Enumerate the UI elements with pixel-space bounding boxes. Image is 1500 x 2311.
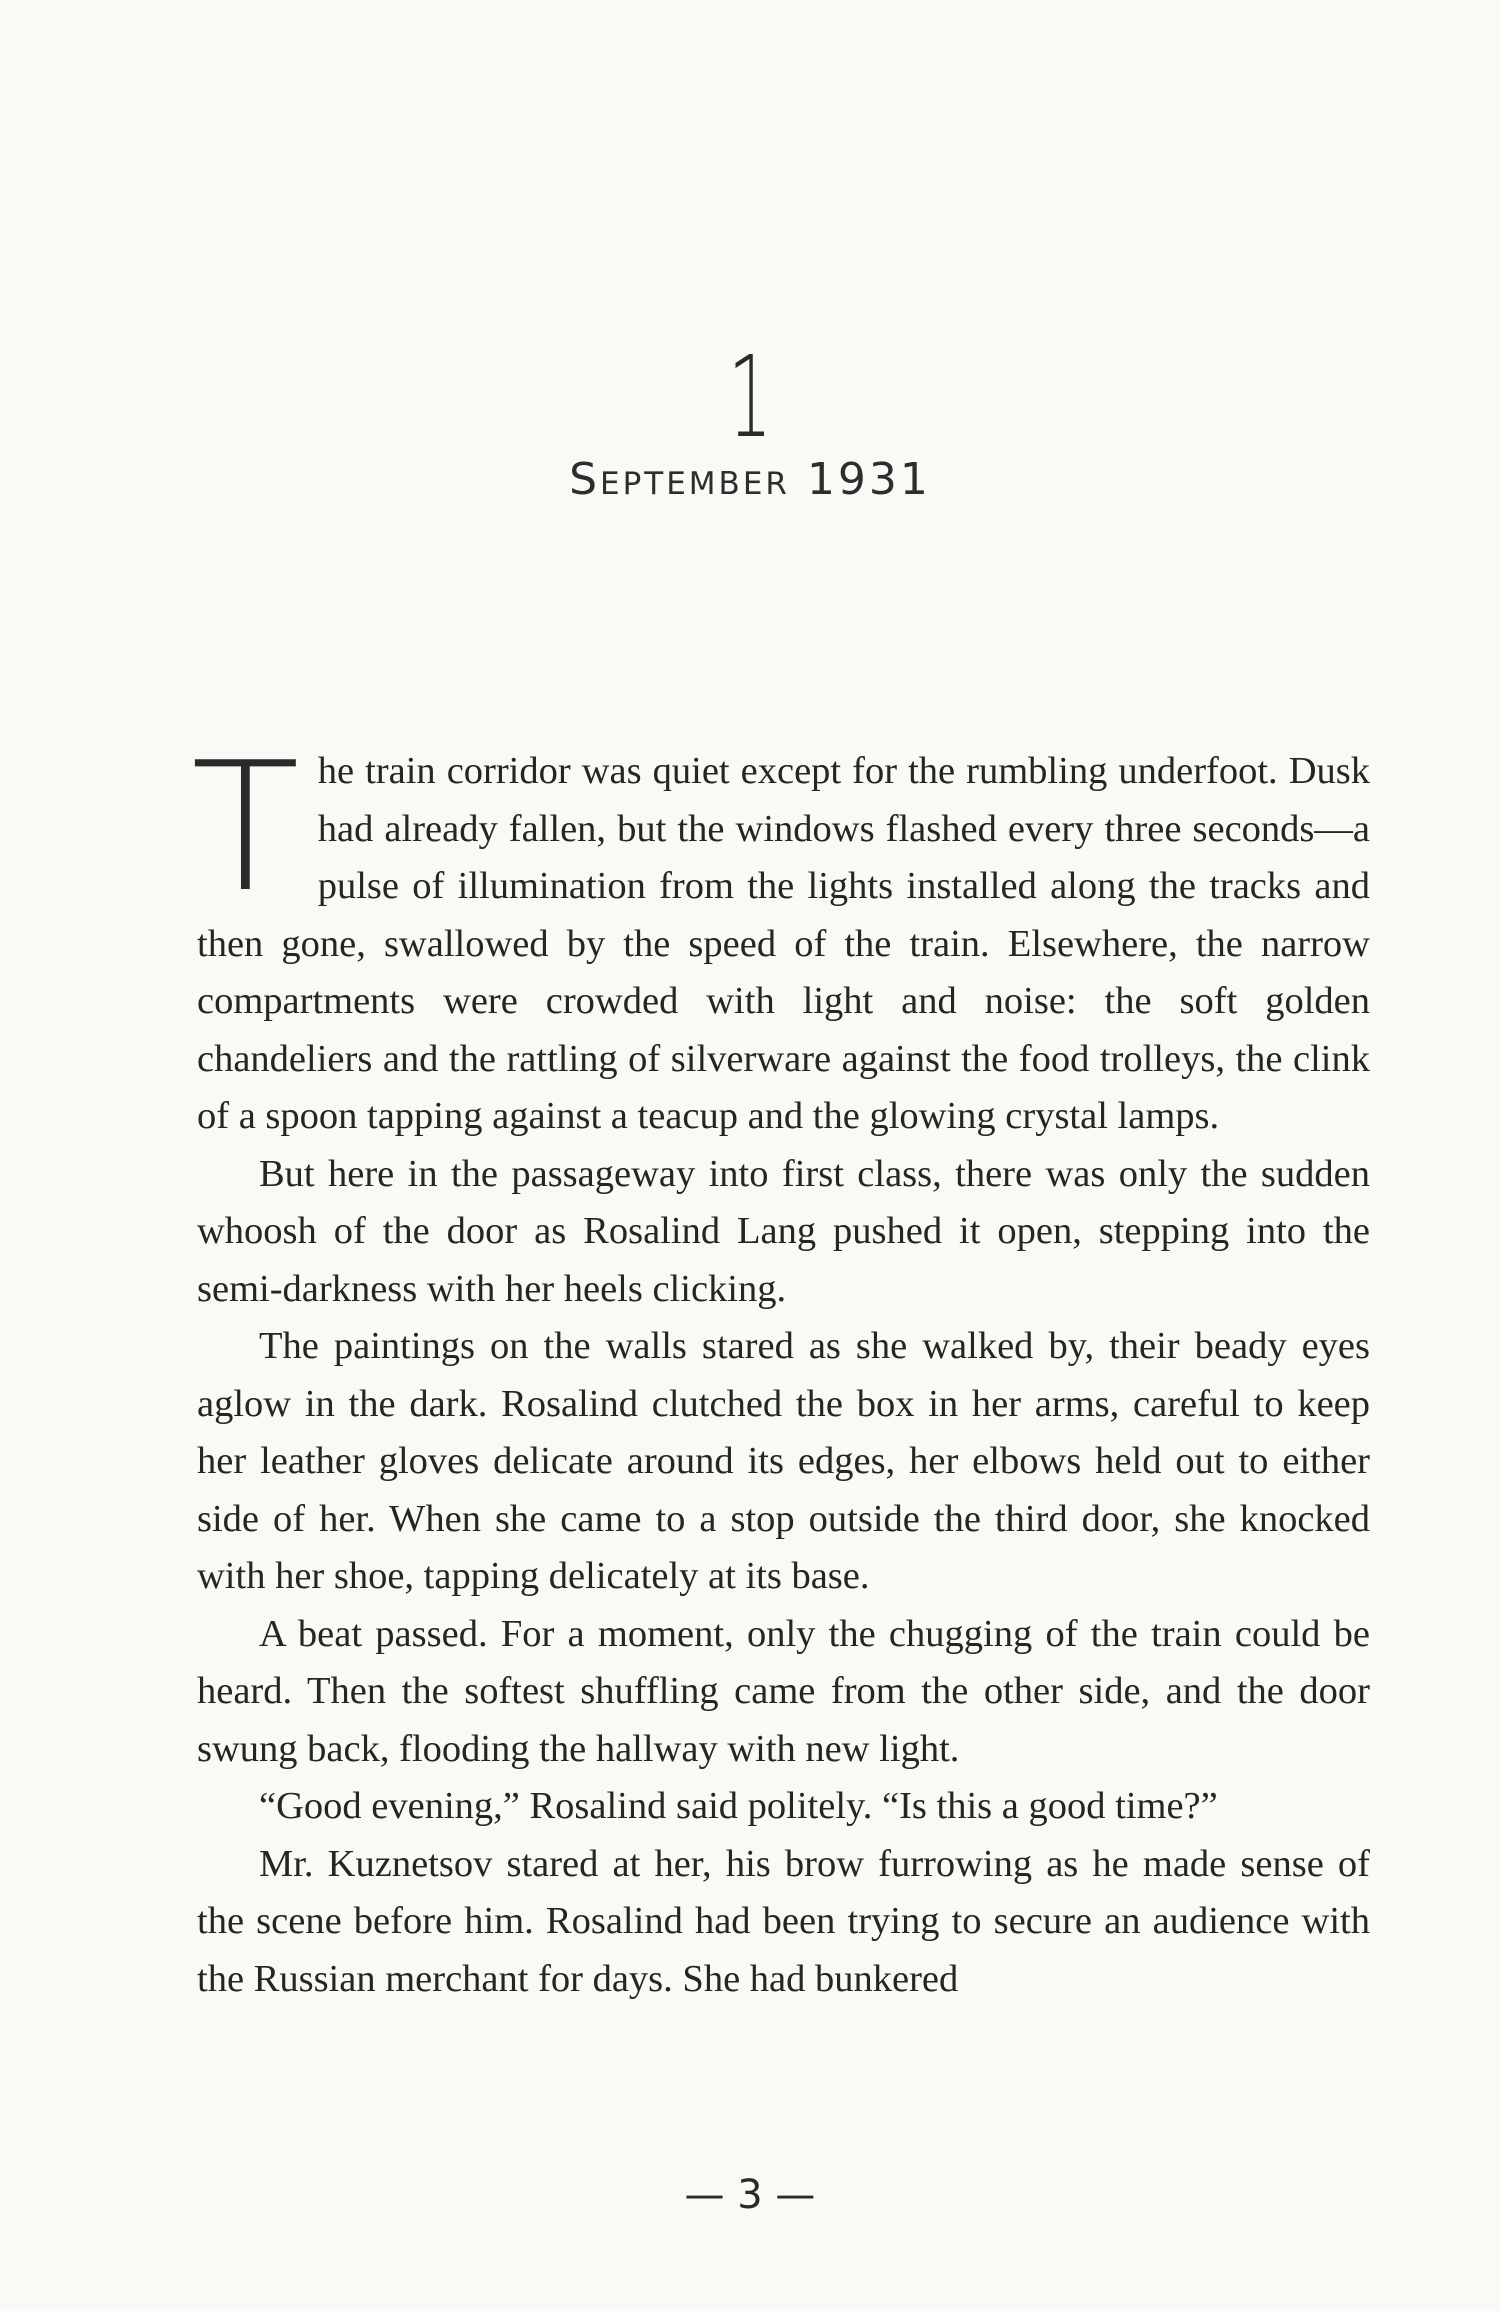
chapter-title: September 1931 [569,454,931,505]
paragraph-text: he train corridor was quiet except for the rumbling underfoot. Dusk had already fallen, but the windows flashed every three seconds—a pulse of illumination from the lights installed along the tracks and then gone, swallowed by the speed of the train. Elsewhere, the narrow compartments were crowded with light and noise: the soft golden chandeliers and the rattling of silverware against the food trolleys, the clink of a spoon tapping against a teacup and the glowing crystal lamps. [197,750,1370,1137]
paragraph: The paintings on the walls stared as she walked by, their beady eyes aglow in the dark. Rosalind clutched the box in her arms, careful to keep her leather gloves delicate around its edges, her elbows held out to either side of her. When she came to a stop outside the third door, she knocked with her shoe, tapping delicately at its base. [197,1325,1370,1597]
paragraph [191,724,1370,1146]
body-text [191,724,1370,2008]
drop-cap: T [191,724,300,931]
paragraph: Mr. Kuznetsov stared at her, his brow furrowing as he made sense of the scene before him. Rosalind had been trying to secure an audience with the Russian merchant for days. She had bunkered [197,1842,1370,2000]
page-number: — 3 — [684,2172,816,2218]
paragraph: But here in the passageway into first class, there was only the sudden whoosh of the door as Rosalind Lang pushed it open, stepping into the semi-darkness with her heels clicking. [197,1152,1370,1310]
paragraph: A beat passed. For a moment, only the chugging of the train could be heard. Then the softest shuffling came from the other side, and the door swung back, flooding the hallway with new light. [197,1612,1370,1770]
chapter-number: 1 [727,333,773,463]
paragraph: “Good evening,” Rosalind said politely. “Is this a good time?” [259,1785,1218,1827]
